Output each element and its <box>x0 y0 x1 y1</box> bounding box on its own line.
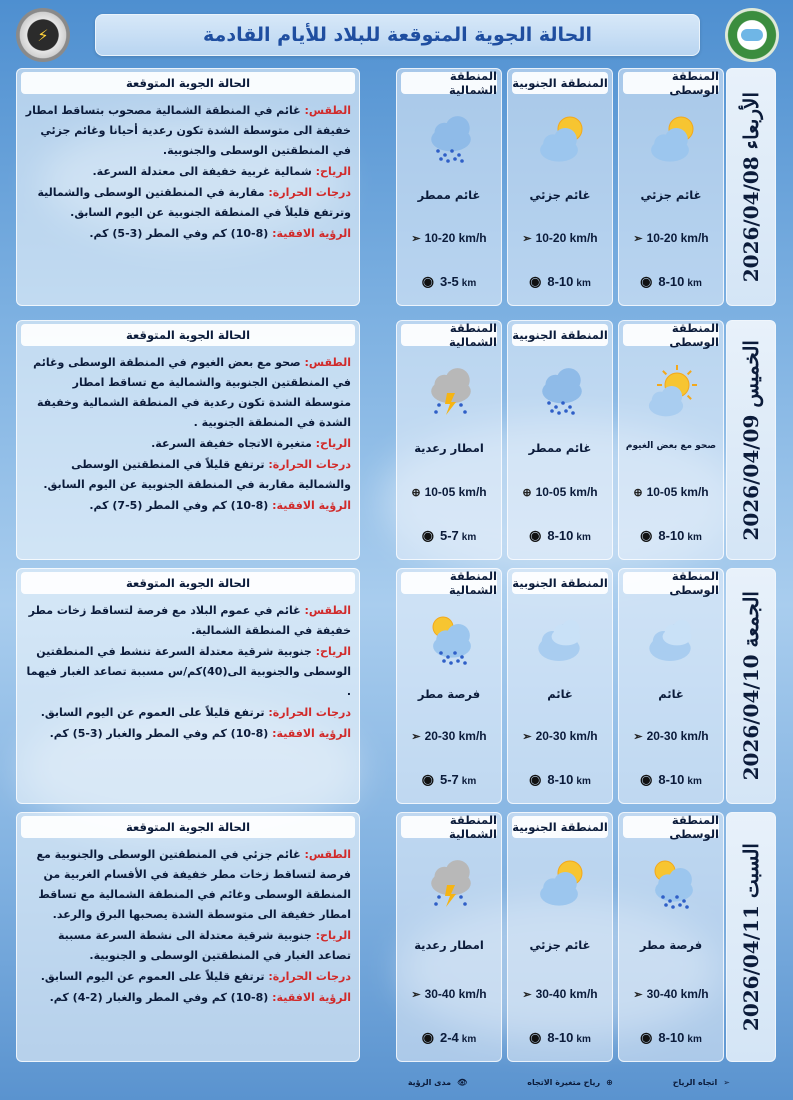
wind-direction-icon: ➢ <box>411 233 421 245</box>
weather-condition: فرصة مطر <box>639 938 703 952</box>
eye-icon: 👁 <box>457 1077 468 1087</box>
weather-condition: غائم ممطر <box>528 441 592 455</box>
weather-condition: فرصة مطر <box>417 687 481 701</box>
eye-icon: ◉ <box>529 771 542 787</box>
wind-speed: ➢ 10-20 km/h <box>633 231 709 245</box>
region-title: المنطقة الجنوبية <box>512 324 608 346</box>
wind-direction-icon: ➢ <box>522 731 532 743</box>
wind-direction-icon: ➢ <box>522 233 532 245</box>
eye-icon: ◉ <box>421 771 434 787</box>
forecast-title: الحالة الجوية المتوقعة <box>21 572 355 594</box>
weather-condition: غائم <box>547 687 573 701</box>
eye-icon: ◉ <box>421 527 434 543</box>
wind-speed: ➢ 30-40 km/h <box>633 987 709 1001</box>
weather-condition: غائم ممطر <box>417 188 481 202</box>
chance-rain-icon <box>643 857 703 909</box>
region-title: المنطقة الشمالية <box>401 816 497 838</box>
region-central-card <box>618 320 724 560</box>
region-title: المنطقة الوسطى <box>623 572 719 594</box>
wind-direction-icon: ➢ <box>522 989 532 1001</box>
region-title: المنطقة الوسطى <box>623 324 719 346</box>
region-title: المنطقة الوسطى <box>623 816 719 838</box>
thunderstorm-icon <box>421 857 481 909</box>
forecast-text <box>25 601 351 797</box>
temps-line: درجات الحرارة: ترتفع قليلاً على العموم عن اليوم السابق. <box>40 706 351 719</box>
forecast-details <box>16 320 360 560</box>
region-title: المنطقة الجنوبية <box>512 816 608 838</box>
region-title: المنطقة الشمالية <box>401 324 497 346</box>
weather-condition: غائم جزئي <box>529 938 591 952</box>
eye-icon: ◉ <box>640 1029 653 1045</box>
forecast-details <box>16 568 360 804</box>
eye-icon: ◉ <box>640 527 653 543</box>
winds-line: الرياح: شمالية غربية خفيفة الى معتدلة السرعة. <box>92 165 351 178</box>
visibility-line: الرؤية الافقية: (8-10) كم وفي المطر (5-7) كم. <box>89 499 351 512</box>
visibility-range: ◉ 8-10 km <box>640 771 702 787</box>
weather-condition: امطار رعدية <box>414 441 484 455</box>
partly-cloudy-icon <box>532 857 592 909</box>
forecast-title: الحالة الجوية المتوقعة <box>21 72 355 94</box>
visibility-range: ◉ 8-10 km <box>640 1029 702 1045</box>
region-northern-card <box>396 68 502 306</box>
ministry-logo-icon <box>725 8 779 62</box>
wind-speed: ➢ 30-40 km/h <box>411 987 487 1001</box>
region-title: المنطقة الجنوبية <box>512 572 608 594</box>
eye-icon: ◉ <box>529 273 542 289</box>
region-central-card <box>618 68 724 306</box>
visibility-range: ◉ 8-10 km <box>640 527 702 543</box>
wind-speed: ➢ 30-40 km/h <box>522 987 598 1001</box>
wind-speed: ⊕ 10-05 km/h <box>522 485 598 499</box>
visibility-range: ◉ 8-10 km <box>529 273 591 289</box>
weather-condition: امطار رعدية <box>414 938 484 952</box>
wind-direction-icon: ➢ <box>633 989 643 1001</box>
visibility-range: ◉ 8-10 km <box>640 273 702 289</box>
visibility-range: ◉ 8-10 km <box>529 527 591 543</box>
partly-cloudy-icon <box>532 113 592 165</box>
wind-speed: ➢ 10-20 km/h <box>522 231 598 245</box>
variable-wind-icon: ⊕ <box>411 487 421 499</box>
region-title: المنطقة الجنوبية <box>512 72 608 94</box>
visibility-range: ◉ 8-10 km <box>529 771 591 787</box>
winds-line: الرياح: جنوبية شرقية معتدلة الى نشطة السرعة مسببة تصاعد الغبار في المنطقتين الوسطى و الجنوبية. <box>58 929 351 962</box>
wind-speed: ➢ 20-30 km/h <box>522 729 598 743</box>
region-title: المنطقة الشمالية <box>401 572 497 594</box>
weather-condition: غائم <box>658 687 684 701</box>
variable-wind-icon: ⊕ <box>606 1077 613 1087</box>
visibility-range: ◉ 2-4 km <box>421 1029 477 1045</box>
thunderstorm-icon <box>421 365 481 417</box>
region-southern-card <box>507 812 613 1062</box>
winds-line: الرياح: متغيرة الاتجاه خفيفة السرعة. <box>151 437 351 450</box>
day-date: الخميس 2026/04/09 <box>726 320 776 560</box>
eye-icon: ◉ <box>529 1029 542 1045</box>
eye-icon: ◉ <box>421 273 434 289</box>
legend <box>390 1075 730 1089</box>
day-date: السبت 2026/04/11 <box>726 812 776 1062</box>
variable-wind-icon: ⊕ <box>633 487 643 499</box>
forecast-text <box>25 353 351 553</box>
wind-direction-icon: ➢ <box>411 731 421 743</box>
wind-direction-icon: ➢ <box>633 233 643 245</box>
temps-line: درجات الحرارة: ترتفع قليلاً في المنطقتين الوسطى والشمالية مقاربة في المنطقة الجنوبية عن اليوم السابق. <box>43 458 351 491</box>
visibility-range: ◉ 3-5 km <box>421 273 477 289</box>
legend-variable-wind: ⊕ رياح متغيرة الاتجاه <box>527 1077 613 1087</box>
rain-cloud-icon <box>421 113 481 165</box>
wind-speed: ➢ 10-20 km/h <box>411 231 487 245</box>
region-northern-card <box>396 812 502 1062</box>
chance-rain-icon <box>421 613 481 665</box>
meteorology-logo-icon: ⚡ <box>16 8 70 62</box>
day-block <box>16 320 776 560</box>
visibility-line: الرؤية الافقية: (8-10) كم وفي المطر والغبار (3-5) كم. <box>49 727 351 740</box>
rain-cloud-icon <box>532 365 592 417</box>
wind-direction-icon: ➢ <box>411 989 421 1001</box>
forecast-title: الحالة الجوية المتوقعة <box>21 324 355 346</box>
visibility-range: ◉ 5-7 km <box>421 527 477 543</box>
visibility-line: الرؤية الافقية: (8-10) كم وفي المطر (3-5) كم. <box>89 227 351 240</box>
weather-line: الطقس: صحو مع بعض الغيوم في المنطقة الوسطى وغائم في المنطقتين الجنوبية والشمالية مع تساقط امطار متوسطة الشدة تكون رعدية في المنطقة الشمالية وخفيفة الشدة في المنطقة الجنوبية . <box>33 356 351 429</box>
day-block <box>16 812 776 1062</box>
wind-speed: ➢ 20-30 km/h <box>411 729 487 743</box>
forecast-title: الحالة الجوية المتوقعة <box>21 816 355 838</box>
eye-icon: ◉ <box>640 273 653 289</box>
day-block <box>16 568 776 804</box>
region-northern-card <box>396 320 502 560</box>
weather-condition: صحو مع بعض الغيوم <box>625 441 717 451</box>
visibility-range: ◉ 5-7 km <box>421 771 477 787</box>
day-block <box>16 68 776 306</box>
weather-condition: غائم جزئي <box>640 188 702 202</box>
region-title: المنطقة الشمالية <box>401 72 497 94</box>
forecast-text <box>25 101 351 299</box>
wind-speed: ⊕ 10-05 km/h <box>633 485 709 499</box>
variable-wind-icon: ⊕ <box>522 487 532 499</box>
wind-speed: ⊕ 10-05 km/h <box>411 485 487 499</box>
wind-direction-icon: ➢ <box>723 1077 730 1087</box>
winds-line: الرياح: جنوبية شرقية معتدلة السرعة تنشط في المنطقتين الوسطى والجنوبية الى(40)كم/س مسببة تصاعد الغبار فيهما . <box>26 645 351 698</box>
region-southern-card <box>507 68 613 306</box>
weather-line: الطقس: غائم جزئي في المنطقتين الوسطى والجنوبية مع فرصة لتساقط زخات مطر خفيفة في الأقسام الغربية من المنطقة الوسطى وغائم في المنطقة الشمالية مع تساقط امطار خفيفة الى متوسطة الشدة يصحبها البرق والرعد. <box>36 848 351 921</box>
day-date: الجمعة 2026/04/10 <box>726 568 776 804</box>
region-central-card <box>618 568 724 804</box>
region-northern-card <box>396 568 502 804</box>
eye-icon: ◉ <box>529 527 542 543</box>
cloudy-icon <box>643 613 703 665</box>
eye-icon: ◉ <box>640 771 653 787</box>
region-title: المنطقة الوسطى <box>623 72 719 94</box>
weather-condition: غائم جزئي <box>529 188 591 202</box>
region-southern-card <box>507 320 613 560</box>
visibility-range: ◉ 8-10 km <box>529 1029 591 1045</box>
partly-cloudy-icon <box>643 113 703 165</box>
wind-direction-icon: ➢ <box>633 731 643 743</box>
region-southern-card <box>507 568 613 804</box>
temps-line: درجات الحرارة: ترتفع قليلاً على العموم عن اليوم السابق. <box>40 970 351 983</box>
forecast-details <box>16 812 360 1062</box>
legend-wind-direction: ➢ اتجاه الرياح <box>672 1077 730 1087</box>
eye-icon: ◉ <box>421 1029 434 1045</box>
visibility-line: الرؤية الافقية: (8-10) كم وفي المطر والغبار (2-4) كم. <box>49 991 351 1004</box>
weather-line: الطقس: غائم في عموم البلاد مع فرصة لتساقط زخات مطر خفيفة في المنطقة الشمالية. <box>28 604 351 637</box>
cloudy-icon <box>532 613 592 665</box>
sunny-few-clouds-icon <box>643 365 703 417</box>
legend-visibility: 👁 مدى الرؤية <box>407 1077 468 1087</box>
wind-speed: ➢ 20-30 km/h <box>633 729 709 743</box>
day-date: الأربعاء 2026/04/08 <box>726 68 776 306</box>
temps-line: درجات الحرارة: مقاربة في المنطقتين الوسطى والشمالية وترتفع قليلاً في المنطقة الجنوبية عن اليوم السابق. <box>37 186 351 219</box>
region-central-card <box>618 812 724 1062</box>
page-title: الحالة الجوية المتوقعة للبلاد للأيام القادمة <box>95 14 700 56</box>
forecast-text <box>25 845 351 1055</box>
weather-line: الطقس: غائم في المنطقة الشمالية مصحوب بتساقط امطار خفيفة الى متوسطة الشدة تكون رعدية أحيانا وغائم جزئي في المنطقتين الوسطى والجنوبية. <box>25 104 351 157</box>
forecast-details <box>16 68 360 306</box>
